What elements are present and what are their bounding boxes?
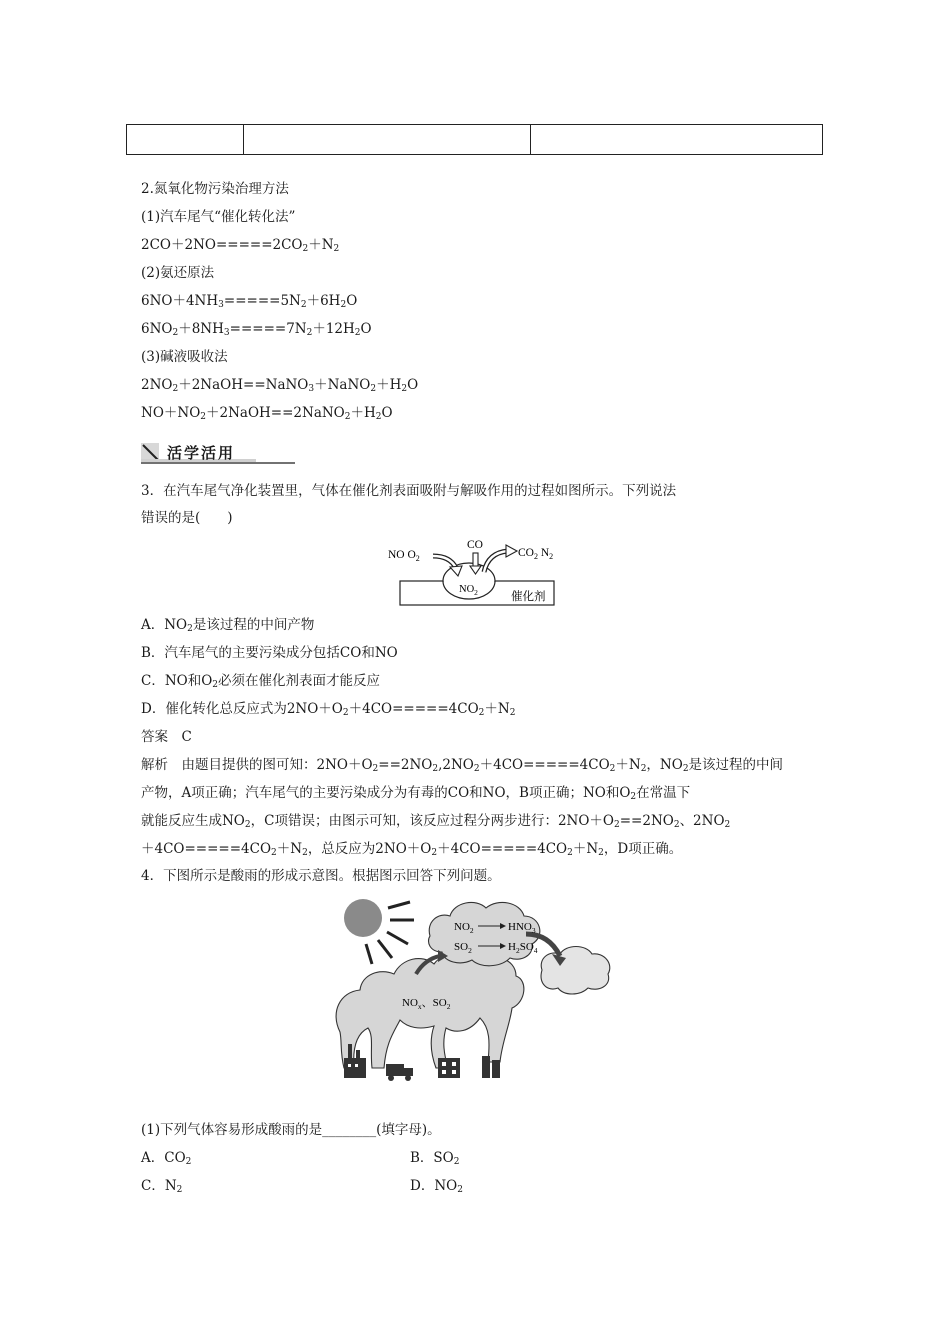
building-icon <box>438 1058 460 1078</box>
truck-icon <box>386 1064 413 1081</box>
sub-question: (1)下列气体容易形成酸雨的是________(填字母)。 <box>141 1122 441 1138</box>
figure-label-co: CO <box>467 539 483 551</box>
method-title: (1)汽车尾气“催化转化法” <box>141 209 296 225</box>
equation: $6NO_2+8NH_3=====7N_2+12H_2O$ <box>141 321 372 338</box>
equation: $6NO+4NH_3=====5N_2+6H_2O$ <box>141 293 358 310</box>
method-title: (3)碱液吸收法 <box>141 349 228 365</box>
option-b: B．汽车尾气的主要污染成分包括CO和NO <box>141 645 398 661</box>
figure-label-inputs: NO $O_2$ <box>388 549 420 563</box>
analysis-line: 产物，A项正确；汽车尾气的主要污染成分为有毒的CO和NO，B项正确；NO和$O_2$在常温下 <box>141 785 691 802</box>
question-stem: 3．在汽车尾气净化装置里，气体在催化剂表面吸附与解吸作用的过程如图所示。下列说法 <box>141 483 677 499</box>
table-cell <box>531 125 823 155</box>
table-cell <box>127 125 244 155</box>
analysis-line: 解析 由题目提供的图可知：$2NO+O_2==2NO_2,2NO_2+4CO=====4CO_2+N_2$，$NO_2$是该过程的中间 <box>141 757 784 774</box>
table-fragment <box>126 124 823 155</box>
catalyst-diagram <box>386 536 562 610</box>
rain-cloud <box>541 947 610 995</box>
figure-label-center: $NO_2$ <box>459 584 478 597</box>
reaction-label-2a: $SO_2$ <box>454 941 472 955</box>
reaction-label-2b: $H_2SO_4$ <box>508 941 538 955</box>
acid-rain-diagram <box>330 892 615 1085</box>
question-stem: 错误的是( ) <box>141 510 233 526</box>
lower-cloud <box>336 952 524 1068</box>
option-a: A．$CO_2$ <box>141 1150 192 1167</box>
figure-label-catalyst: 催化剂 <box>511 591 546 603</box>
equation: $NO+NO_2+2NaOH==2NaNO_2+H_2O$ <box>141 405 393 422</box>
option-b: B．$SO_2$ <box>410 1150 460 1167</box>
section-heading: 2.氮氧化物污染治理方法 <box>141 181 289 197</box>
option-c: C．$N_2$ <box>141 1178 183 1195</box>
reaction-label-1b: $HNO_3$ <box>508 921 536 935</box>
option-d: D．催化转化总反应式为$2NO+O_2+4CO=====4CO_2+N_2$ <box>141 701 516 718</box>
question-stem: 4．下图所示是酸雨的形成示意图。根据图示回答下列问题。 <box>141 868 501 884</box>
equation: $2CO+2NO=====2CO_2+N_2$ <box>141 237 340 254</box>
section-banner <box>141 441 295 465</box>
option-a: A．$NO_2$是该过程的中间产物 <box>141 617 315 634</box>
pollutant-label: $NO_x$、$SO_2$ <box>402 997 451 1011</box>
method-title: (2)氨还原法 <box>141 265 215 281</box>
option-c: C．NO和$O_2$必须在催化剂表面才能反应 <box>141 673 381 690</box>
equation: $2NO_2+2NaOH==NaNO_3+NaNO_2+H_2O$ <box>141 377 419 394</box>
figure-label-outputs: $CO_2$ $N_2$ <box>518 547 554 561</box>
analysis-line: 就能反应生成$NO_2$，C项错误；由图示可知，该反应过程分两步进行：$2NO+O_2==2NO_2$、$2NO_2$ <box>141 813 731 830</box>
analysis-line: $+4CO=====4CO_2+N_2$，总反应为$2NO+O_2+4CO=====4CO_2+N_2$，D项正确。 <box>141 841 683 858</box>
option-d: D．$NO_2$ <box>410 1178 463 1195</box>
sun-icon <box>344 899 414 964</box>
banner-title: 活学活用 <box>167 444 236 462</box>
table-cell <box>244 125 531 155</box>
reaction-label-1a: $NO_2$ <box>454 921 474 935</box>
answer: 答案 C <box>141 729 192 745</box>
